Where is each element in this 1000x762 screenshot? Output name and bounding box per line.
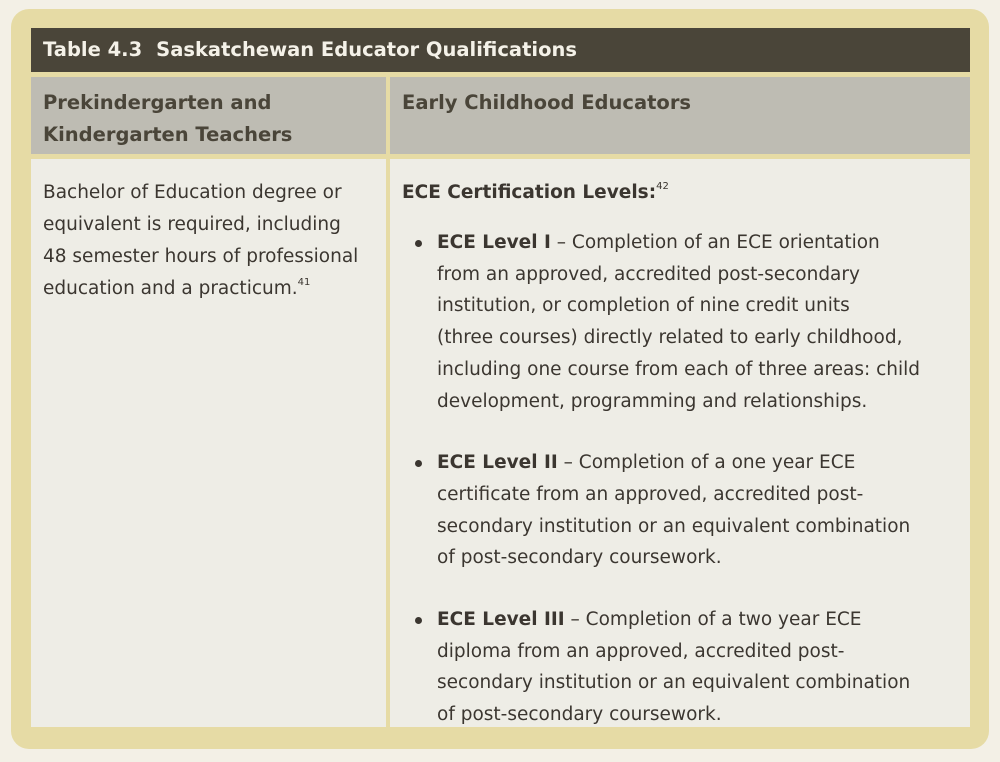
column-header-line: Kindergarten Teachers [43, 123, 293, 146]
text-line: 48 semester hours of professional [43, 246, 359, 267]
certification-levels-heading [402, 177, 958, 209]
text-line: equivalent is required, including [43, 214, 341, 235]
level-term: ECE Level III [437, 609, 565, 631]
educators-cell [390, 159, 970, 727]
column-header-line: Early Childhood Educators [402, 91, 692, 114]
list-item [402, 604, 958, 731]
bullet-icon [415, 240, 422, 247]
text-line [437, 447, 958, 479]
list-item [402, 227, 958, 417]
level-term: ECE Level II [437, 452, 558, 474]
teachers-cell [31, 159, 386, 727]
teachers-requirement-text [43, 177, 376, 305]
text-line: including one course from each of three areas: child [437, 358, 921, 380]
text-line: from an approved, accredited post-secondary [437, 263, 860, 285]
list-item [402, 447, 958, 574]
footnote-ref: 41 [297, 277, 311, 288]
text-line: Bachelor of Education degree or [43, 182, 342, 203]
table-frame [11, 9, 989, 749]
certification-levels-list [402, 227, 958, 731]
level-term: ECE Level I [437, 232, 551, 253]
certification-levels-label: ECE Certification Levels [402, 182, 649, 203]
text-line-content: education and a practicum. [43, 278, 298, 299]
heading-colon: : [648, 182, 657, 203]
text-line: (three courses) directly related to early childhood, [437, 327, 903, 349]
text-line [437, 227, 958, 259]
table-number: Table 4.3 [43, 38, 143, 61]
table-title: Saskatchewan Educator Qualifications [156, 38, 577, 61]
bullet-icon [415, 460, 422, 467]
text-line: of post-secondary coursework. [437, 704, 722, 726]
column-header-line: Prekindergarten and [43, 91, 272, 114]
column-header-teachers [31, 77, 386, 154]
text-line: secondary institution or an equivalent combination [437, 672, 911, 694]
text-line: certificate from an approved, accredited post- [437, 483, 864, 505]
text-line: development, programming and relationships. [437, 390, 868, 412]
text-line: of post-secondary coursework. [437, 547, 722, 569]
text-line: diploma from an approved, accredited post- [437, 640, 845, 662]
text-line [43, 273, 376, 305]
text-line-content: – Completion of an ECE orientation [550, 232, 880, 253]
text-line: institution, or completion of nine credit units [437, 295, 850, 317]
table-title-bar [31, 28, 970, 72]
text-line: secondary institution or an equivalent combination [437, 515, 911, 537]
column-header-educators [390, 77, 970, 154]
bullet-icon [415, 617, 422, 624]
footnote-ref: 42 [656, 181, 669, 192]
text-line [437, 604, 958, 636]
text-line-content: – Completion of a one year ECE [557, 452, 856, 474]
text-line-content: – Completion of a two year ECE [564, 609, 862, 631]
